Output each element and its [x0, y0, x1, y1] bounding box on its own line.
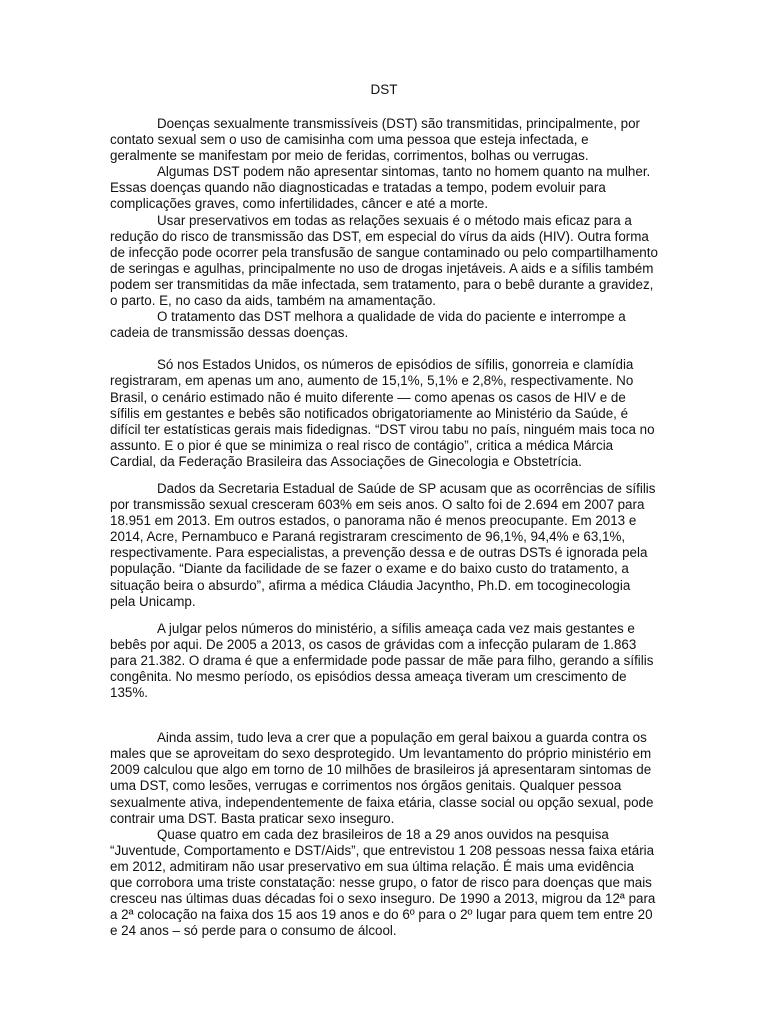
paragraph-united-states: Só nos Estados Unidos, os números de episódios de sífilis, gonorreia e clamídia registraram, em apenas um ano, aumento de 15,1%, 5,1% e 2,8%, respectivamente. No Brasil, o cenário estimado não é muito diferente — como apenas os casos de HIV e de sífilis em gestantes e bebês são notificados obrigatoriamente ao Ministério da Saúde, é difícil ter estatísticas gerais mais fidedignas. “DST virou tabu no país, ninguém mais toca no assunto. E o pior é que se minimiza o real risco de contágio”, critica a médica Márcia Cardial, da Federação Brasileira das Associações de Ginecologia e Obstetrícia. [110, 357, 655, 469]
document-title: DST [370, 82, 398, 97]
paragraph-sao-paulo-data: Dados da Secretaria Estadual de Saúde de SP acusam que as ocorrências de sífilis por transmissão sexual cresceram 603% em seis anos. O salto foi de 2.694 em 2007 para 18.951 em 2013. Em outros estados, o panorama não é menos preocupante. Em 2013 e 2014, Acre, Pernambuco e Paraná registraram crescimento de 96,1%, 94,4% e 63,1%, respectivamente. Para especialistas, a prevenção dessa e de outras DSTs é ignorada pela população. “Diante da facilidade de se fazer o exame e do baixo custo do tratamento, a situação beira o absurdo”, afirma a médica Cláudia Jacyntho, Ph.D. em tocoginecologia pela Unicamp. [110, 480, 656, 609]
paragraph-symptoms: Algumas DST podem não apresentar sintomas, tanto no homem quanto na mulher. Essas doenças quando não diagnosticadas e tratadas a tempo, podem evoluir para complicações graves, como infertilidades, câncer e até a morte. [110, 164, 651, 212]
paragraph-dst-definition: Doenças sexualmente transmissíveis (DST) são transmitidas, principalmente, por contato sexual sem o uso de camisinha com uma pessoa que esteja infectada, e geralmente se manifestam por meio de feridas, corrimentos, bolhas ou verrugas. [110, 116, 640, 164]
paragraph-prevention: Usar preservativos em todas as relações sexuais é o método mais eficaz para a redução do risco de transmissão das DST, em especial do vírus da aids (HIV). Outra forma de infecção pode ocorrer pela transfusão de sangue contaminado ou pelo compartilhamento de seringas e agulhas, principalmente no uso de drogas injetáveis. A aids e a sífilis também podem ser transmitidas da mãe infectada, sem tratamento, para o bebê durante a gravidez, o parto. E, no caso da aids, também na amamentação. [110, 212, 658, 309]
paragraph-ministry-numbers: A julgar pelos números do ministério, a sífilis ameaça cada vez mais gestantes e bebês por aqui. De 2005 a 2013, os casos de grávidas com a infecção pularam de 1.863 para 21.382. O drama é que a enfermidade pode passar de mãe para filho, gerando a sífilis congênita. No mesmo período, os episódios dessa ameaça tiveram um crescimento de 135%. [110, 620, 654, 701]
paragraph-population-guard: Ainda assim, tudo leva a crer que a população em geral baixou a guarda contra os males que se aproveitam do sexo desprotegido. Um levantamento do próprio ministério em 2009 calculou que algo em torno de 10 milhões de brasileiros já apresentaram sintomas de uma DST, como lesões, verrugas e corrimentos nos órgãos genitais. Qualquer pessoa sexualmente ativa, independentemente de faixa etária, classe social ou opção sexual, pode contrair uma DST. Basta praticar sexo inseguro. [110, 730, 654, 826]
document-page [110, 82, 658, 939]
paragraph-youth-survey: Quase quatro em cada dez brasileiros de 18 a 29 anos ouvidos na pesquisa “Juventude, Comportamento e DST/Aids”, que entrevistou 1 208 pessoas nessa faixa etária em 2012, admitiram não usar preservativo em sua última relação. É mais uma evidência que corrobora uma triste constatação: nesse grupo, o fator de risco para doenças que mais cresceu nas últimas duas décadas foi o sexo inseguro. De 1990 a 2013, migrou da 12ª para a 2ª colocação na faixa dos 15 aos 19 anos e do 6º para o 2º lugar para quem tem entre 20 e 24 anos – só perde para o consumo de álcool. [110, 826, 656, 939]
paragraph-treatment: O tratamento das DST melhora a qualidade de vida do paciente e interrompe a cadeia de transmissão dessas doenças. [110, 309, 626, 341]
